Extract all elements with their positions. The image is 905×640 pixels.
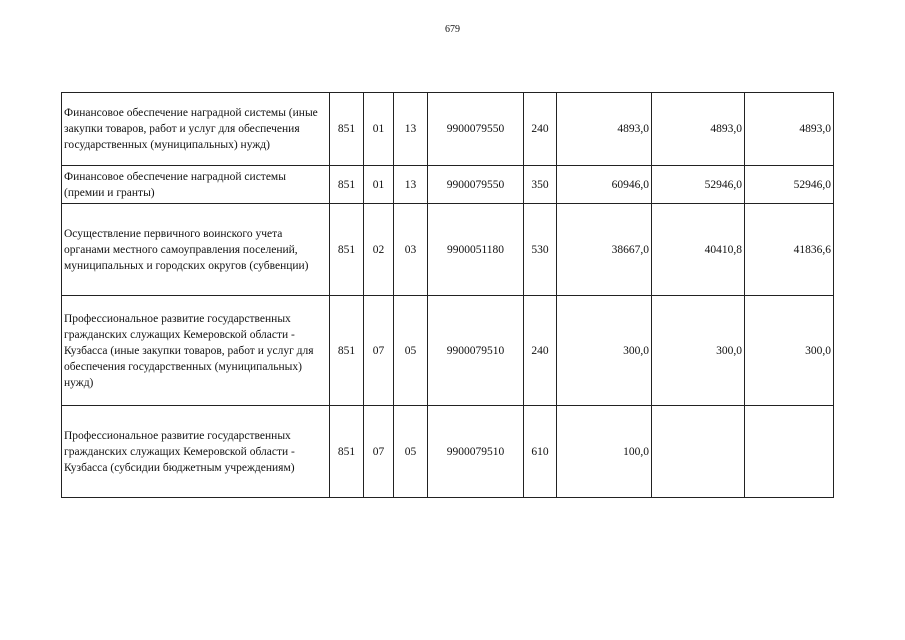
amount-1: 38667,0 [557,204,652,296]
amount-3: 4893,0 [745,93,834,166]
target-article-code: 9900079510 [428,406,524,498]
amount-3 [745,406,834,498]
ministry-code: 851 [330,166,364,204]
table-row [62,406,834,498]
row-description: Финансовое обеспечение наградной системы (иные закупки товаров, работ и услуг для обеспечения государственных (муниципальных) нужд) [62,93,330,166]
subsection-code: 03 [394,204,428,296]
amount-2: 40410,8 [652,204,745,296]
row-description: Профессиональное развитие государственных гражданских служащих Кемеровской области - Кузбасса (иные закупки товаров, работ и услуг для обеспечения государственных (муниципальных) нужд) [62,296,330,406]
amount-2 [652,406,745,498]
section-code: 07 [364,406,394,498]
section-code: 01 [364,93,394,166]
amount-1: 60946,0 [557,166,652,204]
target-article-code: 9900079550 [428,93,524,166]
subsection-code: 05 [394,406,428,498]
row-description: Осуществление первичного воинского учета органами местного самоуправления поселений, муниципальных и городских округов (субвенции) [62,204,330,296]
target-article-code: 9900079550 [428,166,524,204]
subsection-code: 13 [394,93,428,166]
amount-2: 300,0 [652,296,745,406]
row-description: Финансовое обеспечение наградной системы (премии и гранты) [62,166,330,204]
ministry-code: 851 [330,296,364,406]
budget-table [61,92,834,498]
section-code: 07 [364,296,394,406]
row-description: Профессиональное развитие государственных гражданских служащих Кемеровской области - Кузбасса (субсидии бюджетным учреждениям) [62,406,330,498]
section-code: 01 [364,166,394,204]
target-article-code: 9900079510 [428,296,524,406]
amount-1: 300,0 [557,296,652,406]
expense-type-code: 350 [524,166,557,204]
table-row [62,296,834,406]
expense-type-code: 240 [524,93,557,166]
ministry-code: 851 [330,406,364,498]
expense-type-code: 530 [524,204,557,296]
target-article-code: 9900051180 [428,204,524,296]
amount-3: 300,0 [745,296,834,406]
expense-type-code: 240 [524,296,557,406]
page-number: 679 [445,24,460,35]
table-row [62,93,834,166]
amount-1: 4893,0 [557,93,652,166]
subsection-code: 05 [394,296,428,406]
expense-type-code: 610 [524,406,557,498]
section-code: 02 [364,204,394,296]
amount-2: 52946,0 [652,166,745,204]
subsection-code: 13 [394,166,428,204]
amount-2: 4893,0 [652,93,745,166]
amount-3: 41836,6 [745,204,834,296]
ministry-code: 851 [330,93,364,166]
ministry-code: 851 [330,204,364,296]
amount-3: 52946,0 [745,166,834,204]
amount-1: 100,0 [557,406,652,498]
table-row [62,204,834,296]
table-row [62,166,834,204]
